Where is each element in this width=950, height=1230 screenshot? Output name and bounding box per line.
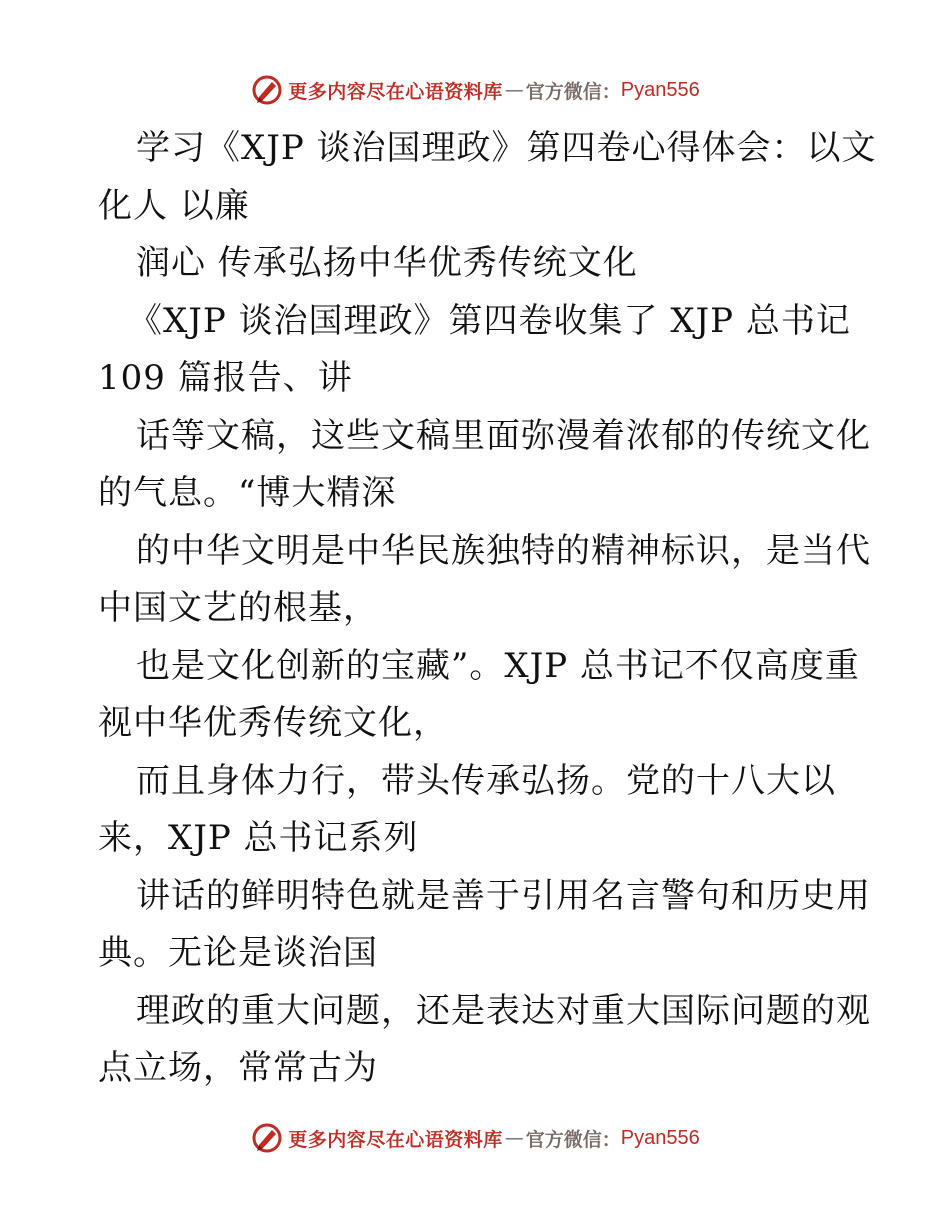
text-line: 109 篇报告、讲 [98, 358, 353, 398]
pen-logo-icon [250, 73, 284, 107]
text-line: 点立场，常常古为 [98, 1048, 378, 1088]
text-line: 的中华文明是中华民族独特的精神标识，是当代 [136, 530, 871, 571]
text-line: 话等文稿，这些文稿里面弥漫着浓郁的传统文化 [136, 415, 871, 456]
watermark-text: 更多内容尽在心语资料库 [288, 1128, 503, 1151]
text-line: 视中华优秀传统文化， [98, 703, 448, 743]
document-body [98, 120, 877, 1098]
text-line: 来，XJP 总书记系列 [98, 818, 419, 858]
text-line: 典。无论是谈治国 [98, 933, 378, 973]
watermark-separator: — [504, 79, 524, 101]
text-line: 理政的重大问题，还是表达对重大国际问题的观 [136, 990, 871, 1031]
pen-logo-icon [250, 1121, 284, 1155]
wechat-label: 官方微信： [525, 80, 621, 103]
wechat-id: Pyan556 [620, 1126, 700, 1149]
watermark-header [0, 70, 950, 110]
text-line: 中国文艺的根基， [98, 588, 378, 628]
text-line: 化人 以廉 [98, 185, 250, 226]
wechat-id: Pyan556 [620, 78, 700, 101]
text-line: 而且身体力行，带头传承弘扬。党的十八大以 [136, 760, 836, 801]
text-line: 也是文化创新的宝藏”。XJP 总书记不仅高度重 [136, 645, 860, 686]
watermark-footer [0, 1118, 950, 1158]
text-line: 讲话的鲜明特色就是善于引用名言警句和历史用 [136, 875, 871, 916]
text-line: 学习《XJP 谈治国理政》第四卷心得体会：以文 [136, 128, 877, 168]
wechat-label: 官方微信： [525, 1128, 621, 1151]
watermark-text: 更多内容尽在心语资料库 [288, 80, 503, 103]
text-line: 的气息。“博大精深 [98, 473, 397, 513]
text-line: 润心 传承弘扬中华优秀传统文化 [136, 243, 638, 283]
text-line: 《XJP 谈治国理政》第四卷收集了 XJP 总书记 [128, 300, 851, 341]
watermark-separator: — [504, 1127, 524, 1149]
